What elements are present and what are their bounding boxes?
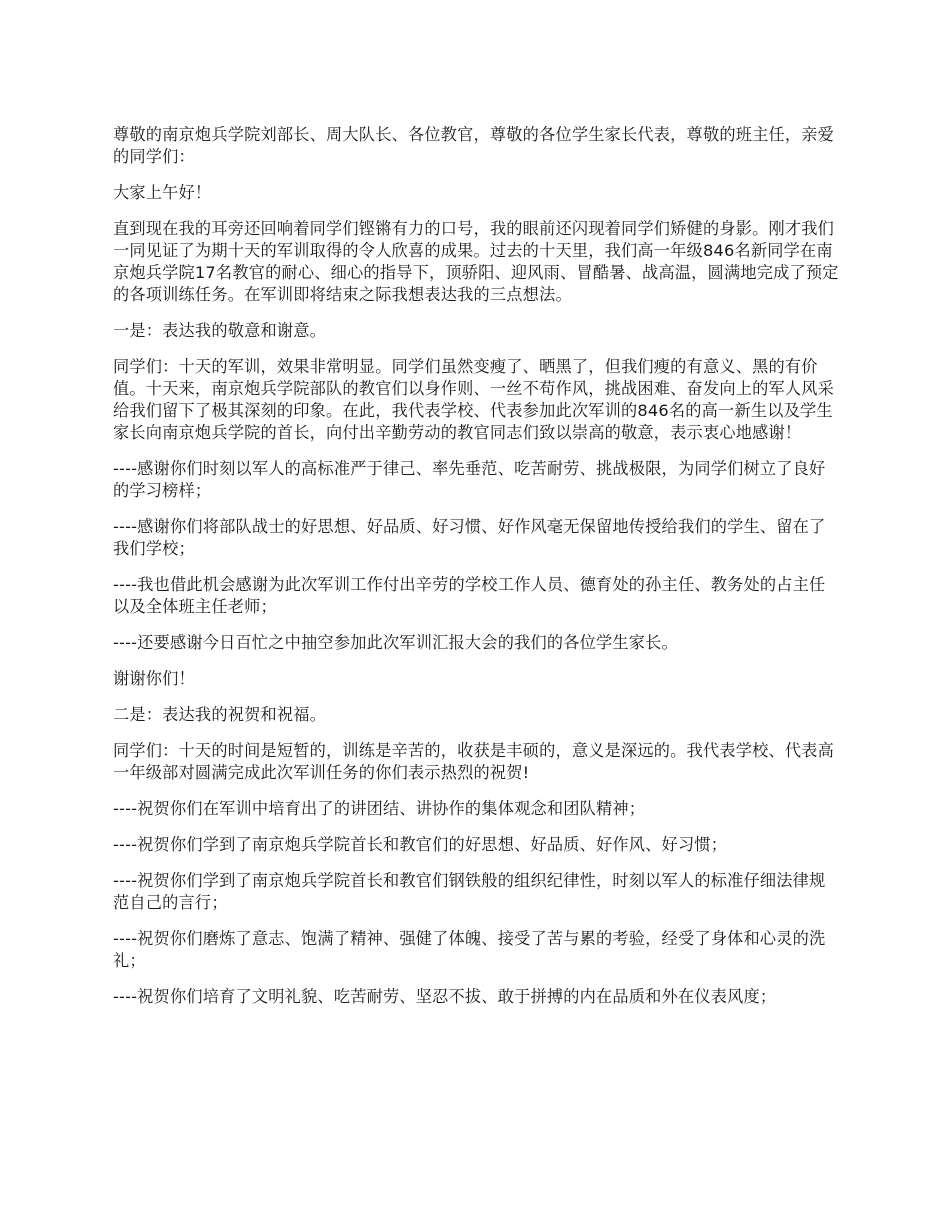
thank-you-line: 谢谢你们！ — [113, 669, 195, 688]
gratitude-paragraph: 同学们：十天的军训，效果非常明显。同学们虽然变瘦了、晒黑了，但我们瘦的有意义、黑的有价值。十天来，南京炮兵学院部队的教官们以身作则、一丝不苟作风，挑战困难、奋发向上的军人风采给我们留下了极其深刻的印象。在此，我代表学校、代表参加此次军训的846名的高一新生以及学生家长向南京炮兵学院的首长，向付出辛勤劳动的教官同志们致以崇高的敬意，表示衷心地感谢！ — [113, 357, 835, 442]
greeting-paragraph: 尊敬的南京炮兵学院刘部长、周大队长、各位教官，尊敬的各位学生家长代表，尊敬的班主任，亲爱的同学们： — [113, 125, 835, 166]
section-heading-one: 一是：表达我的敬意和谢意。 — [113, 321, 327, 340]
speech-body — [113, 124, 841, 1022]
thanks-item-3: ----我也借此机会感谢为此次军训工作付出辛劳的学校工作人员、德育处的孙主任、教务处的占主任以及全体班主任老师； — [113, 575, 826, 616]
congrats-item-1: ----祝贺你们在军训中培育出了的讲团结、讲协作的集体观念和团队精神； — [113, 799, 646, 818]
congratulation-paragraph: 同学们：十天的时间是短暂的，训练是辛苦的，收获是丰硕的，意义是深远的。我代表学校、代表高一年级部对圆满完成此次军训任务的你们表示热烈的祝贺! — [113, 741, 835, 782]
congrats-item-5: ----祝贺你们培育了文明礼貌、吃苦耐劳、坚忍不拔、敢于拼搏的内在品质和外在仪表风度； — [113, 987, 777, 1006]
thanks-item-1: ----感谢你们时刻以军人的高标准严于律己、率先垂范、吃苦耐劳、挑战极限，为同学们树立了良好的学习榜样； — [113, 459, 826, 500]
intro-paragraph: 直到现在我的耳旁还回响着同学们铿锵有力的口号，我的眼前还闪现着同学们矫健的身影。刚才我们一同见证了为期十天的军训取得的令人欣喜的成果。过去的十天里，我们高一年级846名新同学在南京炮兵学院17名教官的耐心、细心的指导下，顶骄阳、迎风雨、冒酷暑、战高温，圆满地完成了预定的各项训练任务。在军训即将结束之际我想表达我的三点想法。 — [113, 219, 839, 304]
congrats-item-4: ----祝贺你们磨炼了意志、饱满了精神、强健了体魄、接受了苦与累的考验，经受了身体和心灵的洗礼； — [113, 929, 826, 970]
thanks-item-4: ----还要感谢今日百忙之中抽空参加此次军训汇报大会的我们的各位学生家长。 — [113, 633, 678, 652]
thanks-item-2: ----感谢你们将部队战士的好思想、好品质、好习惯、好作风毫无保留地传授给我们的学生、留在了我们学校； — [113, 517, 826, 558]
congrats-item-3: ----祝贺你们学到了南京炮兵学院首长和教官们钢铁般的组织纪律性，时刻以军人的标准仔细法律规范自己的言行； — [113, 871, 826, 912]
congrats-item-2: ----祝贺你们学到了南京炮兵学院首长和教官们的好思想、好品质、好作风、好习惯； — [113, 835, 728, 854]
section-heading-two: 二是：表达我的祝贺和祝福。 — [113, 705, 327, 724]
morning-greeting: 大家上午好！ — [113, 183, 212, 202]
